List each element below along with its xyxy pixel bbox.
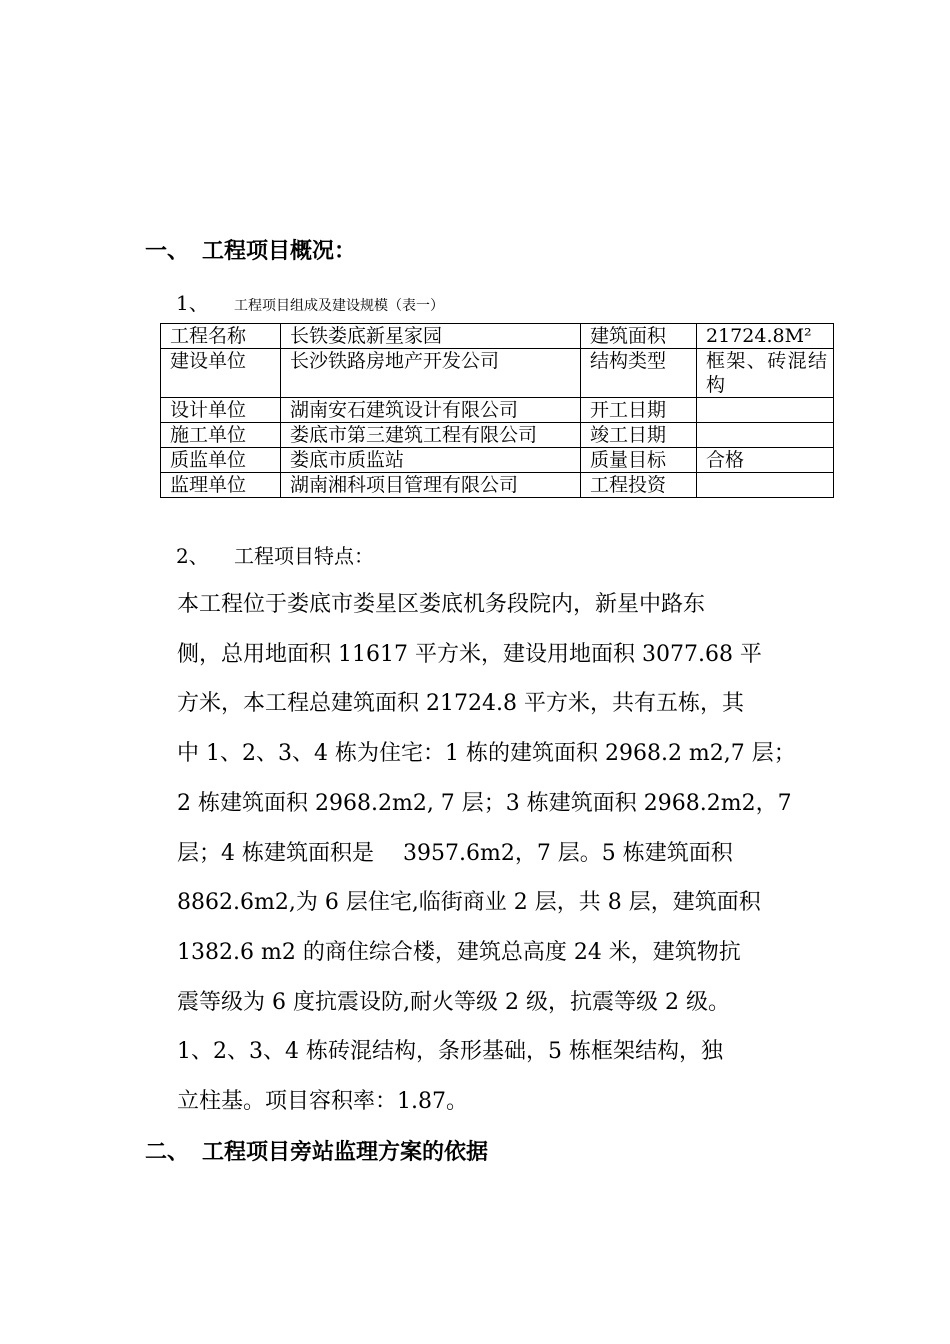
features-paragraph <box>177 580 827 1127</box>
table-cell-label: 结构类型 <box>581 349 697 398</box>
paragraph-line: 1382.6 m2 的商住综合楼，建筑总高度 24 米，建筑物抗 <box>177 939 741 965</box>
table-cell-label: 质监单位 <box>161 448 281 473</box>
subsection-title: 工程项目组成及建设规模（表一） <box>234 298 444 314</box>
paragraph-line: 8862.6m2,为 6 层住宅,临街商业 2 层，共 8 层，建筑面积 <box>177 890 761 916</box>
table-cell-value <box>697 473 834 498</box>
paragraph-line: 中 1、2、3、4 栋为住宅：1 栋的建筑面积 2968.2 m2,7 层； <box>177 741 796 767</box>
subsection-title: 工程项目特点： <box>234 544 374 568</box>
table-cell-value <box>697 423 834 448</box>
table-cell-label: 设计单位 <box>161 398 281 423</box>
paragraph-line: 层；4 栋建筑面积是 3957.6m2，7 层。5 栋建筑面积 <box>177 840 733 866</box>
table-cell-label: 开工日期 <box>581 398 697 423</box>
section-number: 二、 <box>145 1140 190 1165</box>
paragraph-line: 2 栋建筑面积 2968.2m2, 7 层；3 栋建筑面积 2968.2m2，7 <box>177 790 792 816</box>
table-cell-value: 湖南湘科项目管理有限公司 <box>281 473 581 498</box>
table-cell-value: 合格 <box>697 448 834 473</box>
paragraph-line: 立柱基。项目容积率：1.87。 <box>177 1089 468 1115</box>
subsection-number: 2、 <box>176 544 209 568</box>
project-info-table <box>160 323 834 498</box>
table-cell-label: 工程名称 <box>161 324 281 349</box>
table-row <box>161 423 834 448</box>
table-row <box>161 349 834 398</box>
table-row <box>161 324 834 349</box>
subsection-heading-features <box>176 540 374 569</box>
table-cell-value <box>697 398 834 423</box>
table-cell-label: 工程投资 <box>581 473 697 498</box>
section-title: 工程项目概况： <box>202 239 357 264</box>
paragraph-line: 本工程位于娄底市娄星区娄底机务段院内，新星中路东 <box>177 592 706 617</box>
table-row <box>161 398 834 423</box>
paragraph-line: 震等级为 6 度抗震设防,耐火等级 2 级，抗震等级 2 级。 <box>177 989 730 1015</box>
table-cell-label: 建筑面积 <box>581 324 697 349</box>
subsection-heading-composition <box>176 287 444 316</box>
table-cell-label: 建设单位 <box>161 349 281 398</box>
section-heading-basis <box>145 1135 488 1166</box>
table-cell-value: 娄底市质监站 <box>281 448 581 473</box>
table-cell-value: 21724.8M² <box>697 324 834 349</box>
table-row <box>161 473 834 498</box>
table-cell-value: 长铁娄底新星家园 <box>281 324 581 349</box>
subsection-number: 1、 <box>176 291 209 315</box>
paragraph-line: 方米，本工程总建筑面积 21724.8 平方米，共有五栋，其 <box>177 691 744 717</box>
paragraph-line: 侧，总用地面积 11617 平方米，建设用地面积 3077.68 平 <box>177 641 762 667</box>
table-cell-value: 框架、砖混结构 <box>697 349 834 398</box>
table-cell-label: 施工单位 <box>161 423 281 448</box>
table-cell-label: 监理单位 <box>161 473 281 498</box>
paragraph-line: 1、2、3、4 栋砖混结构，条形基础，5 栋框架结构，独 <box>177 1039 723 1065</box>
section-heading-overview <box>145 234 356 265</box>
section-number: 一、 <box>145 239 190 264</box>
section-title: 工程项目旁站监理方案的依据 <box>202 1140 489 1165</box>
table-cell-label: 竣工日期 <box>581 423 697 448</box>
table-cell-value: 娄底市第三建筑工程有限公司 <box>281 423 581 448</box>
table-cell-value: 湖南安石建筑设计有限公司 <box>281 398 581 423</box>
table-cell-value: 长沙铁路房地产开发公司 <box>281 349 581 398</box>
table-row <box>161 448 834 473</box>
table-cell-label: 质量目标 <box>581 448 697 473</box>
